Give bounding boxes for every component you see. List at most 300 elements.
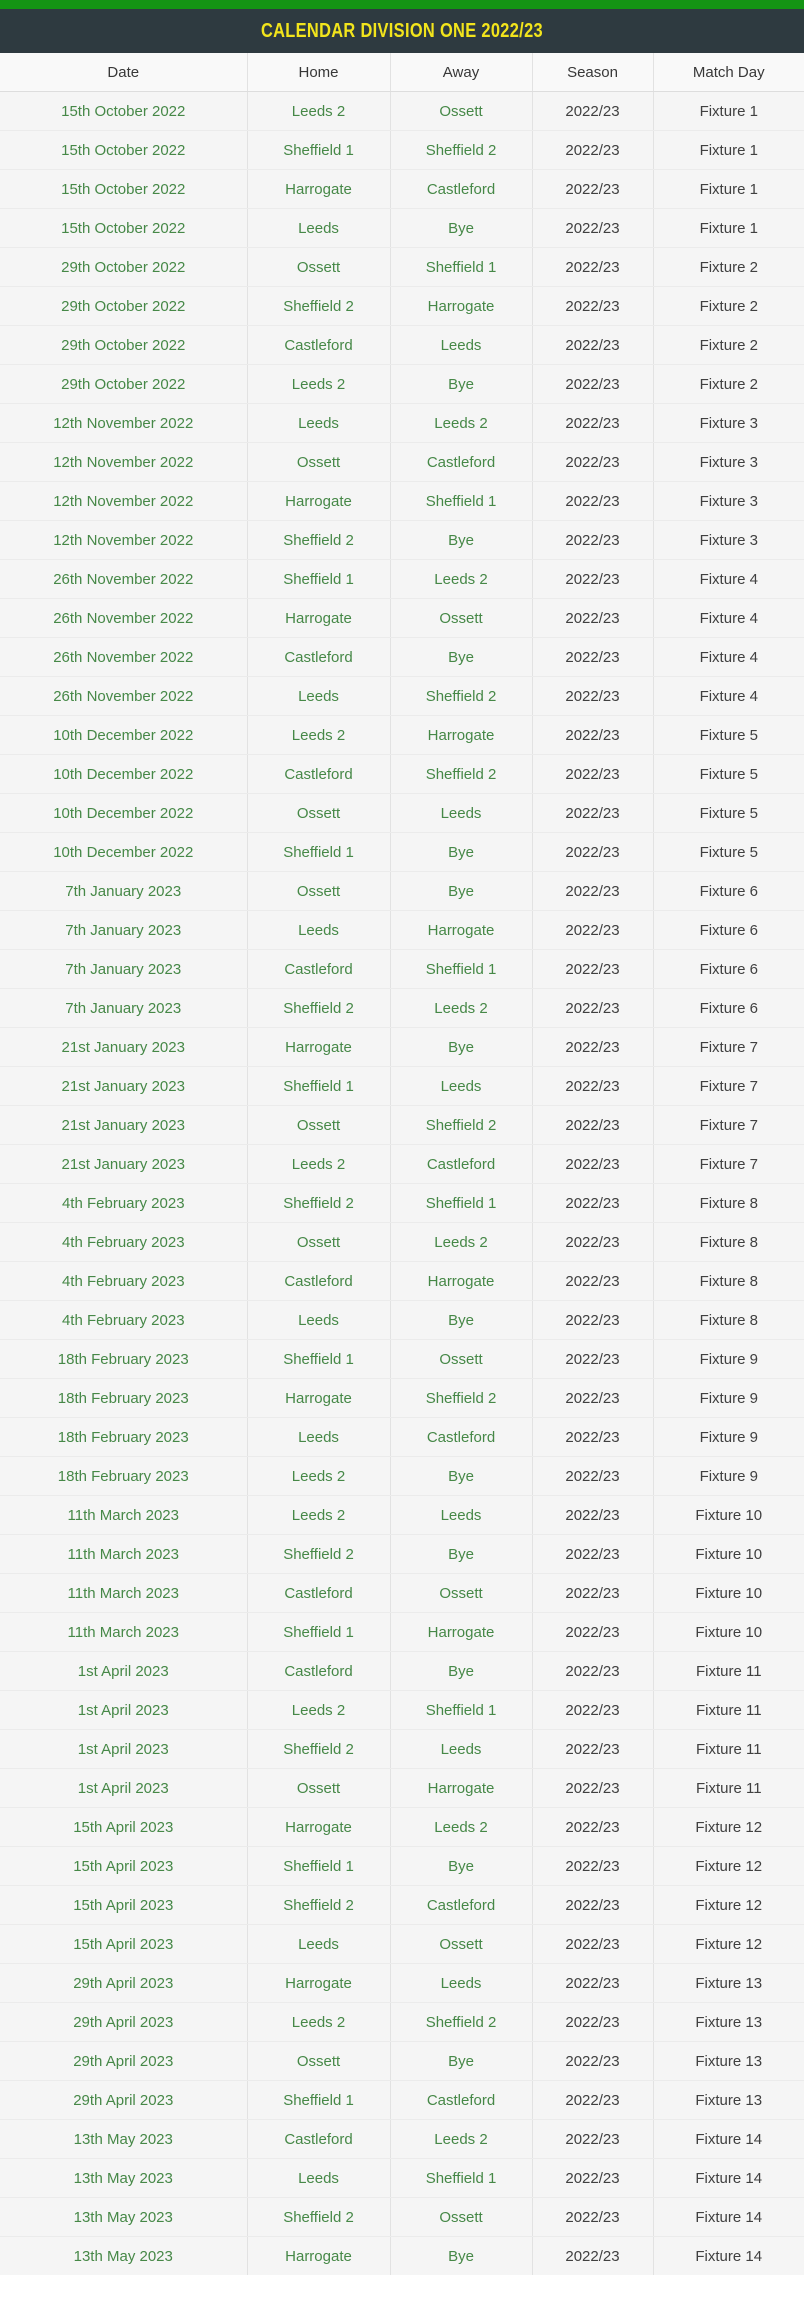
cell-date[interactable]: 18th February 2023	[0, 1379, 247, 1418]
cell-away[interactable]: Harrogate	[390, 911, 532, 950]
cell-away[interactable]: Bye	[390, 1535, 532, 1574]
cell-away[interactable]: Bye	[390, 872, 532, 911]
cell-season: 2022/23	[532, 950, 653, 989]
cell-date[interactable]: 10th December 2022	[0, 755, 247, 794]
cell-matchday: Fixture 6	[653, 911, 804, 950]
cell-season: 2022/23	[532, 1847, 653, 1886]
cell-home[interactable]: Leeds	[247, 2159, 390, 2198]
cell-matchday: Fixture 12	[653, 1886, 804, 1925]
cell-date[interactable]: 18th February 2023	[0, 1340, 247, 1379]
cell-home[interactable]: Sheffield 1	[247, 1067, 390, 1106]
table-row	[0, 1730, 804, 1769]
cell-date[interactable]: 7th January 2023	[0, 911, 247, 950]
cell-season: 2022/23	[532, 1184, 653, 1223]
cell-date[interactable]: 1st April 2023	[0, 1769, 247, 1808]
cell-home[interactable]: Leeds	[247, 911, 390, 950]
cell-away[interactable]: Harrogate	[390, 1262, 532, 1301]
cell-home[interactable]: Ossett	[247, 248, 390, 287]
cell-away[interactable]: Bye	[390, 521, 532, 560]
table-row	[0, 170, 804, 209]
table-row	[0, 2159, 804, 2198]
cell-home[interactable]: Harrogate	[247, 1808, 390, 1847]
cell-season: 2022/23	[532, 1223, 653, 1262]
cell-matchday: Fixture 4	[653, 560, 804, 599]
cell-season: 2022/23	[532, 794, 653, 833]
cell-date[interactable]: 29th October 2022	[0, 287, 247, 326]
table-row	[0, 209, 804, 248]
cell-away[interactable]: Leeds 2	[390, 404, 532, 443]
cell-date[interactable]: 29th April 2023	[0, 2081, 247, 2120]
cell-season: 2022/23	[532, 599, 653, 638]
cell-home[interactable]: Castleford	[247, 1652, 390, 1691]
column-header-date: Date	[0, 53, 247, 92]
table-row	[0, 1886, 804, 1925]
table-row	[0, 2198, 804, 2237]
cell-away[interactable]: Leeds	[390, 1496, 532, 1535]
cell-home[interactable]: Sheffield 1	[247, 833, 390, 872]
cell-home[interactable]: Sheffield 2	[247, 1886, 390, 1925]
cell-away[interactable]: Ossett	[390, 1574, 532, 1613]
cell-home[interactable]: Sheffield 2	[247, 1730, 390, 1769]
cell-date[interactable]: 21st January 2023	[0, 1106, 247, 1145]
cell-date[interactable]: 15th October 2022	[0, 170, 247, 209]
cell-matchday: Fixture 14	[653, 2198, 804, 2237]
cell-date[interactable]: 12th November 2022	[0, 482, 247, 521]
cell-matchday: Fixture 7	[653, 1145, 804, 1184]
cell-season: 2022/23	[532, 443, 653, 482]
table-row	[0, 560, 804, 599]
cell-date[interactable]: 29th April 2023	[0, 2003, 247, 2042]
cell-season: 2022/23	[532, 209, 653, 248]
cell-date[interactable]: 13th May 2023	[0, 2198, 247, 2237]
cell-home[interactable]: Leeds 2	[247, 1145, 390, 1184]
cell-home[interactable]: Leeds 2	[247, 1496, 390, 1535]
cell-home[interactable]: Sheffield 2	[247, 521, 390, 560]
cell-date[interactable]: 13th May 2023	[0, 2159, 247, 2198]
cell-away[interactable]: Sheffield 1	[390, 1691, 532, 1730]
table-row	[0, 521, 804, 560]
cell-season: 2022/23	[532, 287, 653, 326]
cell-season: 2022/23	[532, 2003, 653, 2042]
cell-matchday: Fixture 6	[653, 950, 804, 989]
cell-home[interactable]: Castleford	[247, 755, 390, 794]
table-row	[0, 989, 804, 1028]
cell-home[interactable]: Sheffield 2	[247, 287, 390, 326]
cell-season: 2022/23	[532, 1067, 653, 1106]
cell-season: 2022/23	[532, 1379, 653, 1418]
cell-season: 2022/23	[532, 716, 653, 755]
cell-matchday: Fixture 12	[653, 1808, 804, 1847]
cell-home[interactable]: Castleford	[247, 326, 390, 365]
cell-matchday: Fixture 14	[653, 2159, 804, 2198]
cell-date[interactable]: 18th February 2023	[0, 1418, 247, 1457]
cell-season: 2022/23	[532, 1730, 653, 1769]
cell-matchday: Fixture 9	[653, 1418, 804, 1457]
cell-away[interactable]: Ossett	[390, 1340, 532, 1379]
cell-home[interactable]: Leeds 2	[247, 1691, 390, 1730]
cell-away[interactable]: Harrogate	[390, 1769, 532, 1808]
cell-away[interactable]: Bye	[390, 833, 532, 872]
cell-season: 2022/23	[532, 1964, 653, 2003]
cell-date[interactable]: 12th November 2022	[0, 521, 247, 560]
cell-matchday: Fixture 1	[653, 170, 804, 209]
table-row	[0, 950, 804, 989]
cell-season: 2022/23	[532, 1691, 653, 1730]
cell-date[interactable]: 11th March 2023	[0, 1535, 247, 1574]
table-row	[0, 1925, 804, 1964]
table-row	[0, 1418, 804, 1457]
cell-date[interactable]: 15th April 2023	[0, 1847, 247, 1886]
cell-home[interactable]: Castleford	[247, 638, 390, 677]
cell-matchday: Fixture 11	[653, 1730, 804, 1769]
cell-matchday: Fixture 1	[653, 131, 804, 170]
cell-away[interactable]: Sheffield 1	[390, 1184, 532, 1223]
cell-home[interactable]: Sheffield 1	[247, 1613, 390, 1652]
cell-home[interactable]: Sheffield 2	[247, 2198, 390, 2237]
cell-date[interactable]: 7th January 2023	[0, 872, 247, 911]
fixtures-tbody	[0, 92, 804, 2276]
cell-matchday: Fixture 2	[653, 287, 804, 326]
cell-matchday: Fixture 5	[653, 716, 804, 755]
cell-away[interactable]: Bye	[390, 1847, 532, 1886]
cell-away[interactable]: Leeds 2	[390, 1808, 532, 1847]
cell-home[interactable]: Leeds	[247, 209, 390, 248]
cell-date[interactable]: 29th October 2022	[0, 326, 247, 365]
fixtures-table-header	[0, 53, 804, 92]
table-row	[0, 287, 804, 326]
cell-season: 2022/23	[532, 248, 653, 287]
cell-date[interactable]: 7th January 2023	[0, 989, 247, 1028]
cell-away[interactable]: Sheffield 2	[390, 1379, 532, 1418]
table-row	[0, 1457, 804, 1496]
cell-date[interactable]: 29th April 2023	[0, 2042, 247, 2081]
cell-away[interactable]: Leeds	[390, 326, 532, 365]
cell-date[interactable]: 7th January 2023	[0, 950, 247, 989]
cell-away[interactable]: Bye	[390, 209, 532, 248]
cell-away[interactable]: Harrogate	[390, 716, 532, 755]
cell-away[interactable]: Bye	[390, 1028, 532, 1067]
cell-season: 2022/23	[532, 1301, 653, 1340]
cell-away[interactable]: Sheffield 1	[390, 2159, 532, 2198]
cell-away[interactable]: Leeds 2	[390, 989, 532, 1028]
cell-home[interactable]: Castleford	[247, 1262, 390, 1301]
cell-date[interactable]: 26th November 2022	[0, 677, 247, 716]
cell-away[interactable]: Castleford	[390, 1886, 532, 1925]
cell-home[interactable]: Leeds	[247, 1418, 390, 1457]
table-row	[0, 2003, 804, 2042]
cell-away[interactable]: Leeds 2	[390, 1223, 532, 1262]
cell-season: 2022/23	[532, 1418, 653, 1457]
cell-matchday: Fixture 10	[653, 1613, 804, 1652]
cell-matchday: Fixture 8	[653, 1301, 804, 1340]
cell-season: 2022/23	[532, 1262, 653, 1301]
cell-date[interactable]: 15th October 2022	[0, 92, 247, 131]
cell-date[interactable]: 15th April 2023	[0, 1808, 247, 1847]
fixtures-table	[0, 53, 804, 2275]
cell-matchday: Fixture 8	[653, 1184, 804, 1223]
cell-away[interactable]: Castleford	[390, 1145, 532, 1184]
table-row	[0, 1496, 804, 1535]
cell-home[interactable]: Leeds 2	[247, 92, 390, 131]
cell-home[interactable]: Sheffield 2	[247, 1184, 390, 1223]
cell-matchday: Fixture 7	[653, 1106, 804, 1145]
cell-season: 2022/23	[532, 1886, 653, 1925]
cell-home[interactable]: Leeds 2	[247, 365, 390, 404]
cell-home[interactable]: Ossett	[247, 794, 390, 833]
cell-away[interactable]: Sheffield 2	[390, 755, 532, 794]
cell-season: 2022/23	[532, 755, 653, 794]
cell-matchday: Fixture 9	[653, 1379, 804, 1418]
cell-away[interactable]: Sheffield 1	[390, 248, 532, 287]
cell-date[interactable]: 15th October 2022	[0, 131, 247, 170]
cell-away[interactable]: Ossett	[390, 1925, 532, 1964]
cell-date[interactable]: 4th February 2023	[0, 1262, 247, 1301]
cell-matchday: Fixture 4	[653, 599, 804, 638]
cell-date[interactable]: 26th November 2022	[0, 599, 247, 638]
table-row	[0, 1106, 804, 1145]
cell-home[interactable]: Sheffield 1	[247, 1847, 390, 1886]
table-row	[0, 638, 804, 677]
table-row	[0, 2237, 804, 2276]
table-row	[0, 131, 804, 170]
cell-home[interactable]: Sheffield 1	[247, 2081, 390, 2120]
cell-matchday: Fixture 13	[653, 2081, 804, 2120]
cell-matchday: Fixture 2	[653, 326, 804, 365]
cell-season: 2022/23	[532, 1808, 653, 1847]
cell-season: 2022/23	[532, 131, 653, 170]
cell-away[interactable]: Leeds	[390, 1964, 532, 2003]
cell-matchday: Fixture 12	[653, 1925, 804, 1964]
cell-season: 2022/23	[532, 1769, 653, 1808]
cell-home[interactable]: Harrogate	[247, 1028, 390, 1067]
cell-date[interactable]: 26th November 2022	[0, 560, 247, 599]
cell-away[interactable]: Bye	[390, 2042, 532, 2081]
cell-date[interactable]: 29th October 2022	[0, 365, 247, 404]
cell-matchday: Fixture 2	[653, 248, 804, 287]
cell-away[interactable]: Leeds	[390, 794, 532, 833]
cell-away[interactable]: Sheffield 2	[390, 131, 532, 170]
cell-home[interactable]: Ossett	[247, 2042, 390, 2081]
cell-away[interactable]: Castleford	[390, 2081, 532, 2120]
cell-date[interactable]: 4th February 2023	[0, 1301, 247, 1340]
cell-date[interactable]: 29th October 2022	[0, 248, 247, 287]
cell-date[interactable]: 10th December 2022	[0, 833, 247, 872]
cell-away[interactable]: Bye	[390, 1301, 532, 1340]
cell-home[interactable]: Harrogate	[247, 482, 390, 521]
cell-season: 2022/23	[532, 2159, 653, 2198]
cell-home[interactable]: Ossett	[247, 872, 390, 911]
cell-matchday: Fixture 4	[653, 638, 804, 677]
cell-away[interactable]: Harrogate	[390, 287, 532, 326]
cell-away[interactable]: Sheffield 1	[390, 482, 532, 521]
cell-matchday: Fixture 11	[653, 1691, 804, 1730]
cell-date[interactable]: 1st April 2023	[0, 1691, 247, 1730]
cell-away[interactable]: Bye	[390, 365, 532, 404]
cell-matchday: Fixture 7	[653, 1028, 804, 1067]
cell-home[interactable]: Castleford	[247, 950, 390, 989]
cell-matchday: Fixture 10	[653, 1496, 804, 1535]
cell-away[interactable]: Ossett	[390, 92, 532, 131]
cell-home[interactable]: Sheffield 1	[247, 560, 390, 599]
cell-date[interactable]: 4th February 2023	[0, 1223, 247, 1262]
page-title: CALENDAR DIVISION ONE 2022/23	[260, 19, 544, 42]
cell-date[interactable]: 21st January 2023	[0, 1067, 247, 1106]
cell-season: 2022/23	[532, 677, 653, 716]
cell-away[interactable]: Sheffield 1	[390, 950, 532, 989]
table-row	[0, 404, 804, 443]
cell-home[interactable]: Leeds	[247, 404, 390, 443]
cell-home[interactable]: Harrogate	[247, 2237, 390, 2276]
table-row	[0, 92, 804, 131]
cell-date[interactable]: 21st January 2023	[0, 1145, 247, 1184]
cell-season: 2022/23	[532, 560, 653, 599]
cell-home[interactable]: Leeds	[247, 1301, 390, 1340]
cell-date[interactable]: 12th November 2022	[0, 404, 247, 443]
cell-date[interactable]: 11th March 2023	[0, 1613, 247, 1652]
column-header-away: Away	[390, 53, 532, 92]
cell-away[interactable]: Sheffield 2	[390, 677, 532, 716]
table-row	[0, 911, 804, 950]
cell-matchday: Fixture 6	[653, 872, 804, 911]
cell-season: 2022/23	[532, 638, 653, 677]
cell-home[interactable]: Sheffield 2	[247, 989, 390, 1028]
cell-home[interactable]: Leeds 2	[247, 716, 390, 755]
cell-away[interactable]: Leeds	[390, 1067, 532, 1106]
table-row	[0, 443, 804, 482]
table-row	[0, 1340, 804, 1379]
cell-season: 2022/23	[532, 833, 653, 872]
cell-season: 2022/23	[532, 1574, 653, 1613]
cell-matchday: Fixture 10	[653, 1535, 804, 1574]
cell-away[interactable]: Castleford	[390, 443, 532, 482]
cell-matchday: Fixture 14	[653, 2120, 804, 2159]
cell-date[interactable]: 11th March 2023	[0, 1496, 247, 1535]
cell-matchday: Fixture 11	[653, 1652, 804, 1691]
table-row	[0, 833, 804, 872]
cell-home[interactable]: Harrogate	[247, 170, 390, 209]
cell-home[interactable]: Sheffield 1	[247, 1340, 390, 1379]
cell-season: 2022/23	[532, 521, 653, 560]
cell-date[interactable]: 11th March 2023	[0, 1574, 247, 1613]
cell-date[interactable]: 21st January 2023	[0, 1028, 247, 1067]
cell-away[interactable]: Castleford	[390, 170, 532, 209]
cell-season: 2022/23	[532, 2237, 653, 2276]
cell-away[interactable]: Bye	[390, 1652, 532, 1691]
cell-date[interactable]: 15th April 2023	[0, 1886, 247, 1925]
cell-season: 2022/23	[532, 92, 653, 131]
column-header-matchday: Match Day	[653, 53, 804, 92]
cell-away[interactable]: Bye	[390, 1457, 532, 1496]
cell-date[interactable]: 1st April 2023	[0, 1730, 247, 1769]
cell-season: 2022/23	[532, 1106, 653, 1145]
cell-home[interactable]: Leeds	[247, 1925, 390, 1964]
column-header-season: Season	[532, 53, 653, 92]
cell-home[interactable]: Sheffield 1	[247, 131, 390, 170]
table-row	[0, 1028, 804, 1067]
cell-matchday: Fixture 5	[653, 755, 804, 794]
cell-date[interactable]: 13th May 2023	[0, 2120, 247, 2159]
cell-matchday: Fixture 8	[653, 1262, 804, 1301]
table-row	[0, 716, 804, 755]
cell-home[interactable]: Harrogate	[247, 1379, 390, 1418]
cell-season: 2022/23	[532, 1340, 653, 1379]
cell-home[interactable]: Ossett	[247, 1223, 390, 1262]
cell-matchday: Fixture 5	[653, 833, 804, 872]
cell-date[interactable]: 10th December 2022	[0, 794, 247, 833]
cell-home[interactable]: Ossett	[247, 1106, 390, 1145]
cell-home[interactable]: Leeds	[247, 677, 390, 716]
cell-home[interactable]: Ossett	[247, 1769, 390, 1808]
cell-matchday: Fixture 3	[653, 404, 804, 443]
cell-home[interactable]: Sheffield 2	[247, 1535, 390, 1574]
cell-date[interactable]: 4th February 2023	[0, 1184, 247, 1223]
cell-season: 2022/23	[532, 1925, 653, 1964]
cell-home[interactable]: Castleford	[247, 1574, 390, 1613]
cell-date[interactable]: 13th May 2023	[0, 2237, 247, 2276]
cell-matchday: Fixture 13	[653, 2003, 804, 2042]
cell-date[interactable]: 18th February 2023	[0, 1457, 247, 1496]
table-row	[0, 677, 804, 716]
cell-away[interactable]: Sheffield 2	[390, 2003, 532, 2042]
table-row	[0, 1964, 804, 2003]
calendar-title-bar	[0, 9, 804, 53]
cell-home[interactable]: Ossett	[247, 443, 390, 482]
cell-away[interactable]: Sheffield 2	[390, 1106, 532, 1145]
cell-season: 2022/23	[532, 170, 653, 209]
cell-away[interactable]: Bye	[390, 2237, 532, 2276]
table-row	[0, 1808, 804, 1847]
cell-away[interactable]: Leeds	[390, 1730, 532, 1769]
cell-away[interactable]: Castleford	[390, 1418, 532, 1457]
table-row	[0, 326, 804, 365]
cell-home[interactable]: Harrogate	[247, 1964, 390, 2003]
cell-season: 2022/23	[532, 911, 653, 950]
cell-matchday: Fixture 9	[653, 1457, 804, 1496]
cell-away[interactable]: Harrogate	[390, 1613, 532, 1652]
cell-home[interactable]: Leeds 2	[247, 2003, 390, 2042]
cell-date[interactable]: 10th December 2022	[0, 716, 247, 755]
cell-away[interactable]: Ossett	[390, 2198, 532, 2237]
cell-matchday: Fixture 10	[653, 1574, 804, 1613]
cell-date[interactable]: 1st April 2023	[0, 1652, 247, 1691]
cell-home[interactable]: Leeds 2	[247, 1457, 390, 1496]
cell-season: 2022/23	[532, 2081, 653, 2120]
cell-matchday: Fixture 13	[653, 2042, 804, 2081]
cell-matchday: Fixture 3	[653, 521, 804, 560]
cell-matchday: Fixture 1	[653, 209, 804, 248]
cell-away[interactable]: Leeds 2	[390, 2120, 532, 2159]
cell-date[interactable]: 29th April 2023	[0, 1964, 247, 2003]
table-row	[0, 1769, 804, 1808]
cell-away[interactable]: Leeds 2	[390, 560, 532, 599]
table-row	[0, 1535, 804, 1574]
cell-away[interactable]: Ossett	[390, 599, 532, 638]
cell-matchday: Fixture 4	[653, 677, 804, 716]
cell-season: 2022/23	[532, 482, 653, 521]
table-row	[0, 872, 804, 911]
cell-home[interactable]: Castleford	[247, 2120, 390, 2159]
cell-season: 2022/23	[532, 1457, 653, 1496]
cell-away[interactable]: Bye	[390, 638, 532, 677]
table-row	[0, 1691, 804, 1730]
cell-date[interactable]: 26th November 2022	[0, 638, 247, 677]
cell-date[interactable]: 15th April 2023	[0, 1925, 247, 1964]
cell-date[interactable]: 12th November 2022	[0, 443, 247, 482]
cell-season: 2022/23	[532, 1145, 653, 1184]
table-row	[0, 1145, 804, 1184]
cell-home[interactable]: Harrogate	[247, 599, 390, 638]
cell-date[interactable]: 15th October 2022	[0, 209, 247, 248]
